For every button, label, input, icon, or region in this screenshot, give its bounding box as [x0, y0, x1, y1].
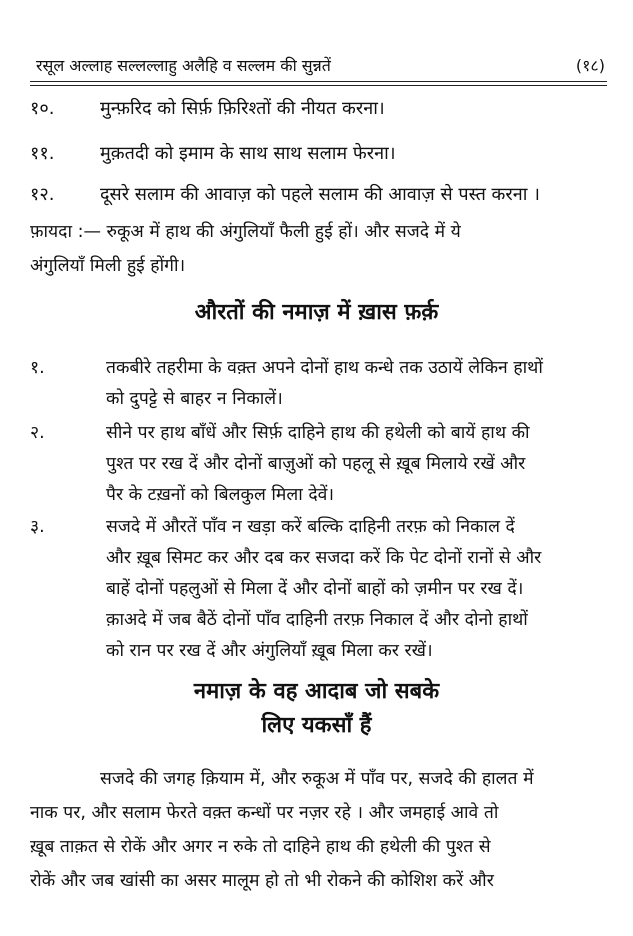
text-line: बाहें दोनों पहलुओं से मिला दें और दोनों बाहों को ज़मीन पर रख दें। [106, 579, 524, 599]
text-line: क़ाअदे में जब बैठें दोनों पाँव दाहिनी तरफ़ निकाल दें और दोनो हाथों [106, 610, 528, 630]
list-item-text [106, 353, 613, 415]
list-item-text: मुन्फ़रिद को सिर्फ़ फ़िरिश्तों की नीयत करना। [100, 98, 385, 119]
list-item-number: २. [30, 423, 45, 443]
text-line: ख़ूब ताक़त से रोकें और अगर न रुके तो दाहिने हाथ की हथेली की पुश्त से [30, 837, 491, 857]
note-line: अंगुलियाँ मिली हुई होंगी। [30, 256, 186, 276]
text-line: पुश्त पर रख दें और दोनों बाज़ुओं को पहलू से ख़ूब मिलाये रखें और [106, 454, 526, 474]
section-heading-line2: लिए यकसाँ हैं [261, 713, 372, 738]
text-line: तकबीरे तहरीमा के वक़्त अपने दोनों हाथ कन्धे तक उठायें लेकिन हाथों [106, 358, 543, 378]
list-item-text [106, 418, 613, 511]
page-number: (१८) [575, 56, 605, 75]
text-line: सजदे में औरतें पाँव न खड़ा करें बल्कि दाहिनी तरफ़ को निकाल दें [106, 517, 515, 537]
text-line: नाक पर, और सलाम फेरते वक़्त कन्धों पर नज़र रहे । और जमहाई आवे तो [30, 803, 499, 823]
list-item-text: दूसरे सलाम की आवाज़ को पहले सलाम की आवाज़ से पस्त करना । [100, 184, 540, 205]
text-line: सजदे की जगह क़ियाम में, और रुकूअ में पाँव पर, सजदे की हालत में [100, 769, 534, 789]
list-item-number: १. [30, 358, 45, 378]
text-line: पैर के टख़नों को बिलकुल मिला देवें। [106, 485, 335, 505]
list-item-number: ३. [30, 517, 45, 537]
header-rule-secondary [30, 85, 607, 86]
text-line: को दुपट्टे से बाहर न निकालें। [106, 389, 283, 409]
list-item-number: ११. [30, 143, 55, 164]
body-paragraph [30, 762, 534, 898]
list-item-number: १२. [30, 184, 55, 205]
note-line: फ़ायदा :— रुकूअ में हाथ की अंगुलियाँ फैली हुई हों। और सजदे में ये [30, 222, 461, 242]
text-line: को रान पर रख दें और अंगुलियाँ ख़ूब मिला कर रखें। [106, 641, 433, 661]
header-rule [30, 81, 607, 82]
text-line: और ख़ूब सिमट कर और दब कर सजदा करें कि पेट दोनों रानों से और [106, 548, 542, 568]
list-item-number: १०. [30, 98, 55, 119]
section-heading: औरतों की नमाज़ में ख़ास फ़र्क़ [194, 300, 439, 325]
list-item-text [106, 512, 613, 667]
list-item-text: मुक़तदी को इमाम के साथ साथ सलाम फेरना। [100, 143, 396, 164]
section-heading: नमाज़ के वह आदाब जो सबके [193, 679, 440, 704]
running-header-title: रसूल अल्लाह सल्लल्लाहु अलैहि व सल्लम की सुन्नतें [36, 56, 331, 75]
text-line: रोकें और जब खांसी का असर मालूम हो तो भी रोकने की कोशिश करें और [30, 871, 494, 891]
note-paragraph [30, 215, 461, 283]
text-line: सीने पर हाथ बाँधें और सिर्फ़ दाहिने हाथ की हथेली को बायें हाथ की [106, 423, 530, 443]
